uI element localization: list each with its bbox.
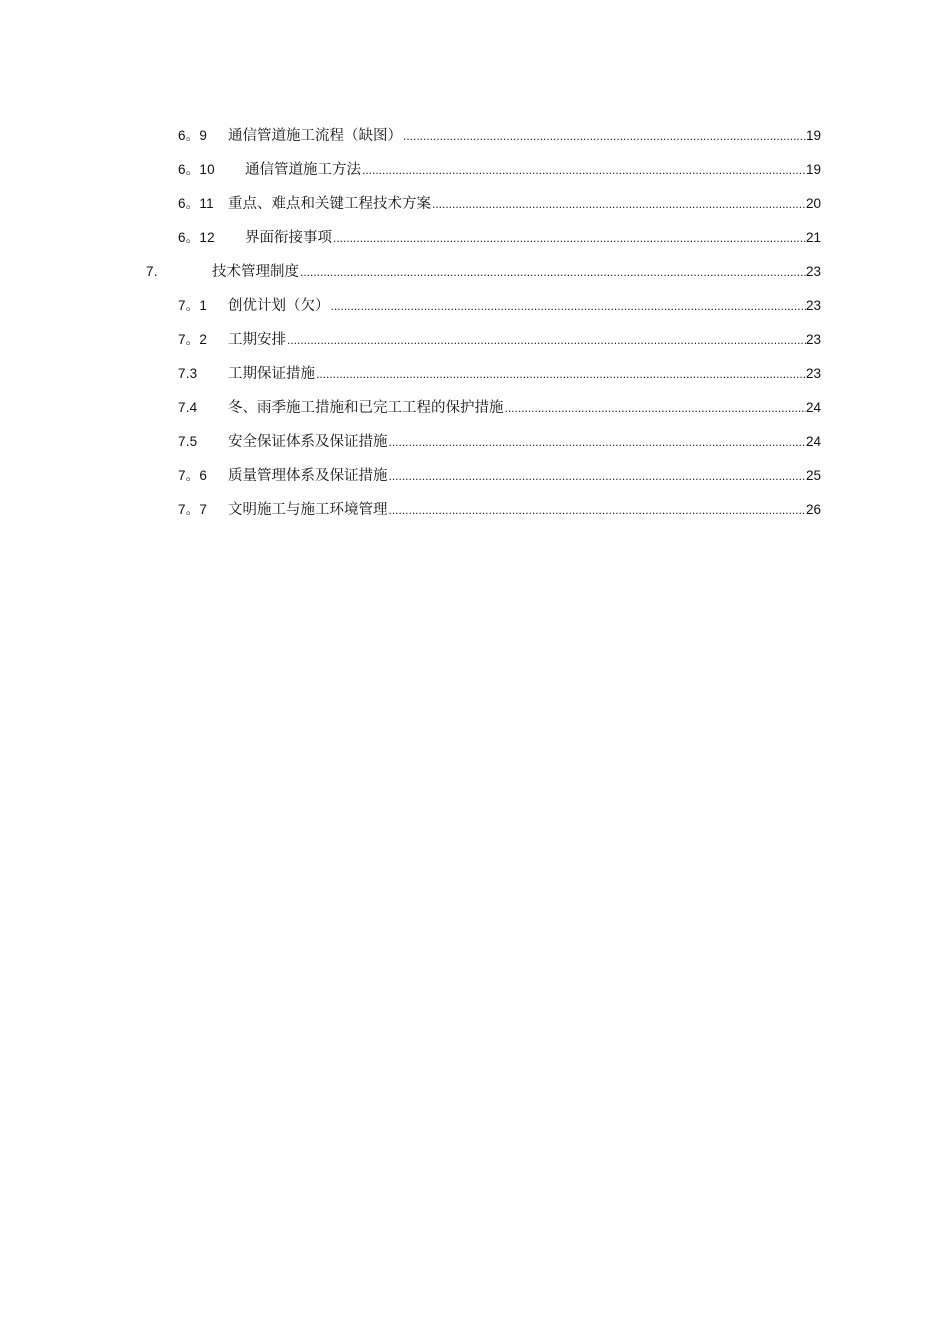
toc-dot-leader (361, 153, 806, 187)
toc-entry-title: 工期保证措施 (228, 366, 315, 382)
toc-dot-leader (388, 425, 807, 459)
toc-dot-leader (315, 357, 806, 391)
toc-entry-7-4[interactable] (0, 391, 950, 425)
toc-dot-leader (388, 459, 807, 493)
toc-entry-7-6[interactable] (0, 459, 950, 493)
toc-entry-title: 冬、雨季施工措施和已完工工程的保护措施 (228, 400, 504, 416)
toc-entry-number: 6。10 (178, 162, 215, 177)
toc-entry-title-leader (228, 289, 806, 323)
toc-entry-page: 21 (806, 230, 822, 245)
toc-dot-leader (402, 119, 806, 153)
toc-dot-leader (299, 255, 806, 289)
toc-entry-6-11[interactable] (0, 187, 950, 221)
toc-entry-page: 23 (806, 366, 822, 381)
toc-entry-title: 界面衔接事项 (245, 230, 332, 246)
toc-entry-title-leader (228, 425, 806, 459)
toc-entry-7-5[interactable] (0, 425, 950, 459)
toc-entry-number: 7。2 (178, 332, 208, 347)
toc-entry-number: 7。6 (178, 468, 208, 483)
toc-dot-leader (431, 187, 806, 221)
toc-entry-6-12[interactable] (0, 221, 950, 255)
toc-entry-title: 技术管理制度 (212, 264, 299, 280)
toc-entry-7-3[interactable] (0, 357, 950, 391)
toc-entry-title-leader (228, 493, 806, 527)
toc-entry-page: 20 (806, 196, 822, 211)
toc-entry-number: 6。12 (178, 230, 215, 245)
toc-entry-page: 23 (806, 298, 822, 313)
toc-entry-number: 7。1 (178, 298, 208, 313)
toc-entry-title-leader (228, 187, 806, 221)
toc-entry-title: 通信管道施工方法 (245, 162, 361, 178)
toc-entry-title-leader (228, 323, 806, 357)
toc-entry-page: 25 (806, 468, 822, 483)
toc-dot-leader (504, 391, 807, 425)
toc-entry-number: 7.5 (178, 434, 198, 449)
toc-entry-page: 24 (806, 400, 822, 415)
toc-dot-leader (330, 289, 807, 323)
toc-entry-6-10[interactable] (0, 153, 950, 187)
toc-entry-title: 工期安排 (228, 332, 286, 348)
toc-entry-number: 7.4 (178, 400, 198, 415)
toc-entry-number: 7. (146, 264, 158, 279)
toc-dot-leader (388, 493, 807, 527)
toc-entry-page: 26 (806, 502, 822, 517)
toc-entry-title: 质量管理体系及保证措施 (228, 468, 388, 484)
toc-entry-page: 23 (806, 264, 822, 279)
toc-entry-number: 6。11 (178, 196, 214, 211)
toc-entry-page: 23 (806, 332, 822, 347)
toc-entry-6-9[interactable] (0, 119, 950, 153)
toc-entry-7-1[interactable] (0, 289, 950, 323)
toc-dot-leader (286, 323, 806, 357)
toc-entry-7-7[interactable] (0, 493, 950, 527)
toc-entry-title-leader (228, 459, 806, 493)
table-of-contents (0, 119, 950, 527)
toc-entry-title-leader (245, 221, 806, 255)
toc-entry-title: 文明施工与施工环境管理 (228, 502, 388, 518)
toc-entry-title: 安全保证体系及保证措施 (228, 434, 388, 450)
toc-entry-number: 7.3 (178, 366, 198, 381)
toc-entry-title: 重点、难点和关键工程技术方案 (228, 196, 431, 212)
toc-entry-title-leader (228, 119, 806, 153)
toc-entry-page: 19 (806, 128, 822, 143)
toc-entry-number: 6。9 (178, 128, 208, 143)
toc-entry-number: 7。7 (178, 502, 208, 517)
toc-entry-page: 19 (806, 162, 822, 177)
toc-dot-leader (332, 221, 806, 255)
toc-entry-title-leader (245, 153, 806, 187)
toc-entry-title-leader (228, 391, 806, 425)
toc-entry-title: 创优计划（欠） (228, 298, 330, 314)
toc-entry-page: 24 (806, 434, 822, 449)
toc-entry-7-2[interactable] (0, 323, 950, 357)
toc-entry-7[interactable] (0, 255, 950, 289)
toc-entry-title-leader (212, 255, 806, 289)
toc-entry-title-leader (228, 357, 806, 391)
toc-entry-title: 通信管道施工流程（缺图） (228, 128, 402, 144)
